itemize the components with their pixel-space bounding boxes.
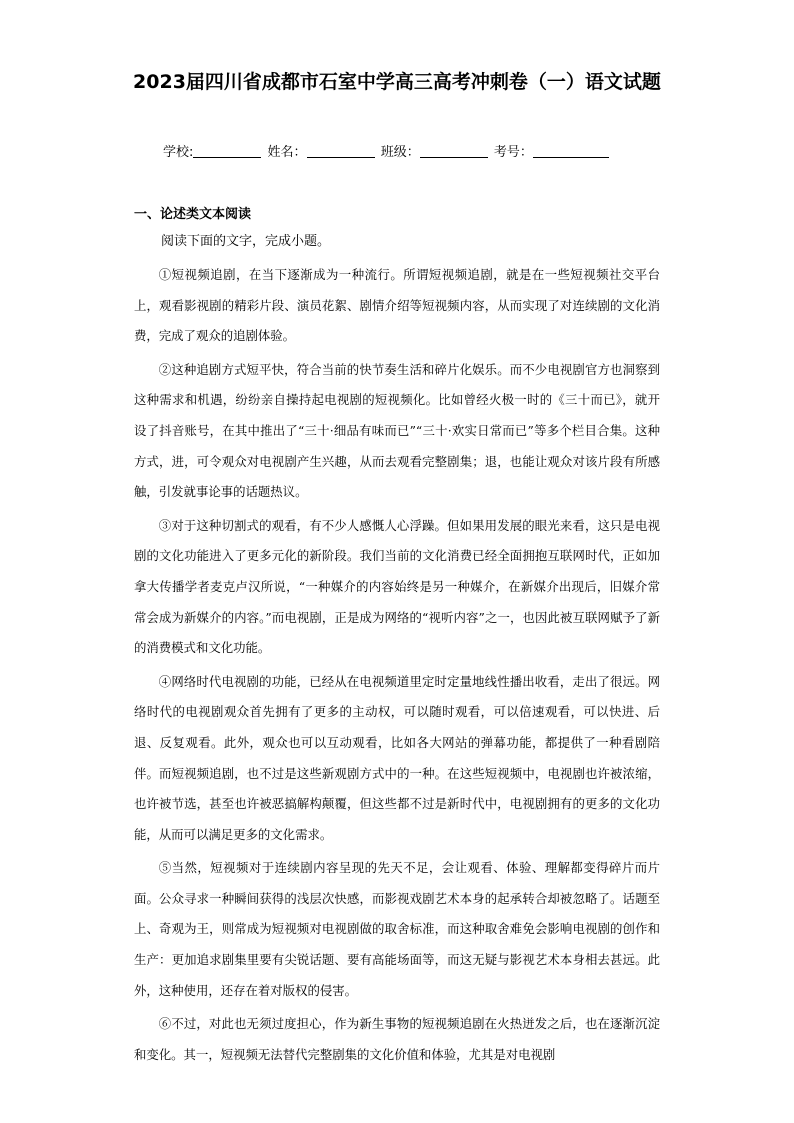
exam-no-blank <box>533 143 609 158</box>
paragraph-5: ⑤当然，短视频对于连续剧内容呈现的先天不足，会让观看、体验、理解都变得碎片而片面。公众寻求一种瞬间获得的浅层次快感，而影视戏剧艺术本身的起承转合却被忽略了。话题至上、奇观为王，则常成为短视频对电视剧做的取舍标准，而这种取舍难免会影响电视剧的创作和生产：更加追求剧集里要有尖锐话题、要有高能场面等，而这无疑与影视艺术本身相去甚远。此外，这种使用，还存在着对版权的侵害。 <box>134 860 660 998</box>
paragraph-4: ④网络时代电视剧的功能，已经从在电视频道里定时定量地线性播出收看，走出了很远。网络时代的电视剧观众首先拥有了更多的主动权，可以随时观看，可以倍速观看，可以快进、后退、反复观看。此外，观众也可以互动观看，比如各大网站的弹幕功能，都提供了一种看剧陪伴。而短视频追剧，也不过是这些新观剧方式中的一种。在这些短视频中，电视剧也许被浓缩，也许被节选，甚至也许被恶搞解构颠覆，但这些都不过是新时代中，电视剧拥有的更多的文化功能，从而可以满足更多的文化需求。 <box>134 673 660 842</box>
section-heading: 一、论述类文本阅读 <box>134 207 252 222</box>
paragraph-3: ③对于这种切割式的观看，有不少人感慨人心浮躁。但如果用发展的眼光来看，这只是电视剧的文化功能进入了更多元化的新阶段。我们当前的文化消费已经全面拥抱互联网时代，正如加拿大传播学者麦克卢汉所说，“一种媒介的内容始终是另一种媒介，在新媒介出现后，旧媒介常常会成为新媒介的内容。”而电视剧，正是成为网络的“视听内容”之一，也因此被互联网赋予了新的消费模式和文化功能。 <box>134 517 660 656</box>
page-title: 2023届四川省成都市石室中学高三高考冲刺卷（一）语文试题 <box>133 71 661 93</box>
school-label: 学校: <box>163 145 194 160</box>
exam-no-label: 考号： <box>493 145 533 160</box>
paragraph-1: ①短视频追剧，在当下逐渐成为一种流行。所谓短视频追剧，就是在一些短视频社交平台上，观看影视剧的精彩片段、演员花絮、剧情介绍等短视频内容，从而实现了对连续剧的文化消费，完成了观众的追剧体验。 <box>134 267 660 344</box>
article-body <box>134 260 660 1073</box>
paragraph-6: ⑥不过，对此也无须过度担心，作为新生事物的短视频追剧在火热迸发之后，也在逐渐沉淀和变化。其一，短视频无法替代完整剧集的文化价值和体验，尤其是对电视剧 <box>134 1016 660 1062</box>
name-label: 姓名： <box>267 145 307 160</box>
paragraph-2: ②这种追剧方式短平快，符合当前的快节奏生活和碎片化娱乐。而不少电视剧官方也洞察到这种需求和机遇，纷纷亲自操持起电视剧的短视频化。比如曾经火极一时的《三十而已》，就开设了抖音账号，在其中推出了“三十·细品有味而已”“三十·欢实日常而已”等多个栏目合集。这种方式，进，可令观众对电视剧产生兴趣，从而去观看完整剧集；退，也能让观众对该片段有所感触，引发就事论事的话题热议。 <box>134 361 660 500</box>
name-blank <box>307 143 375 158</box>
class-label: 班级： <box>380 145 420 160</box>
school-blank <box>193 143 261 158</box>
class-blank <box>420 143 488 158</box>
student-info-line <box>163 142 643 164</box>
reading-instruction: 阅读下面的文字，完成小题。 <box>161 234 331 249</box>
